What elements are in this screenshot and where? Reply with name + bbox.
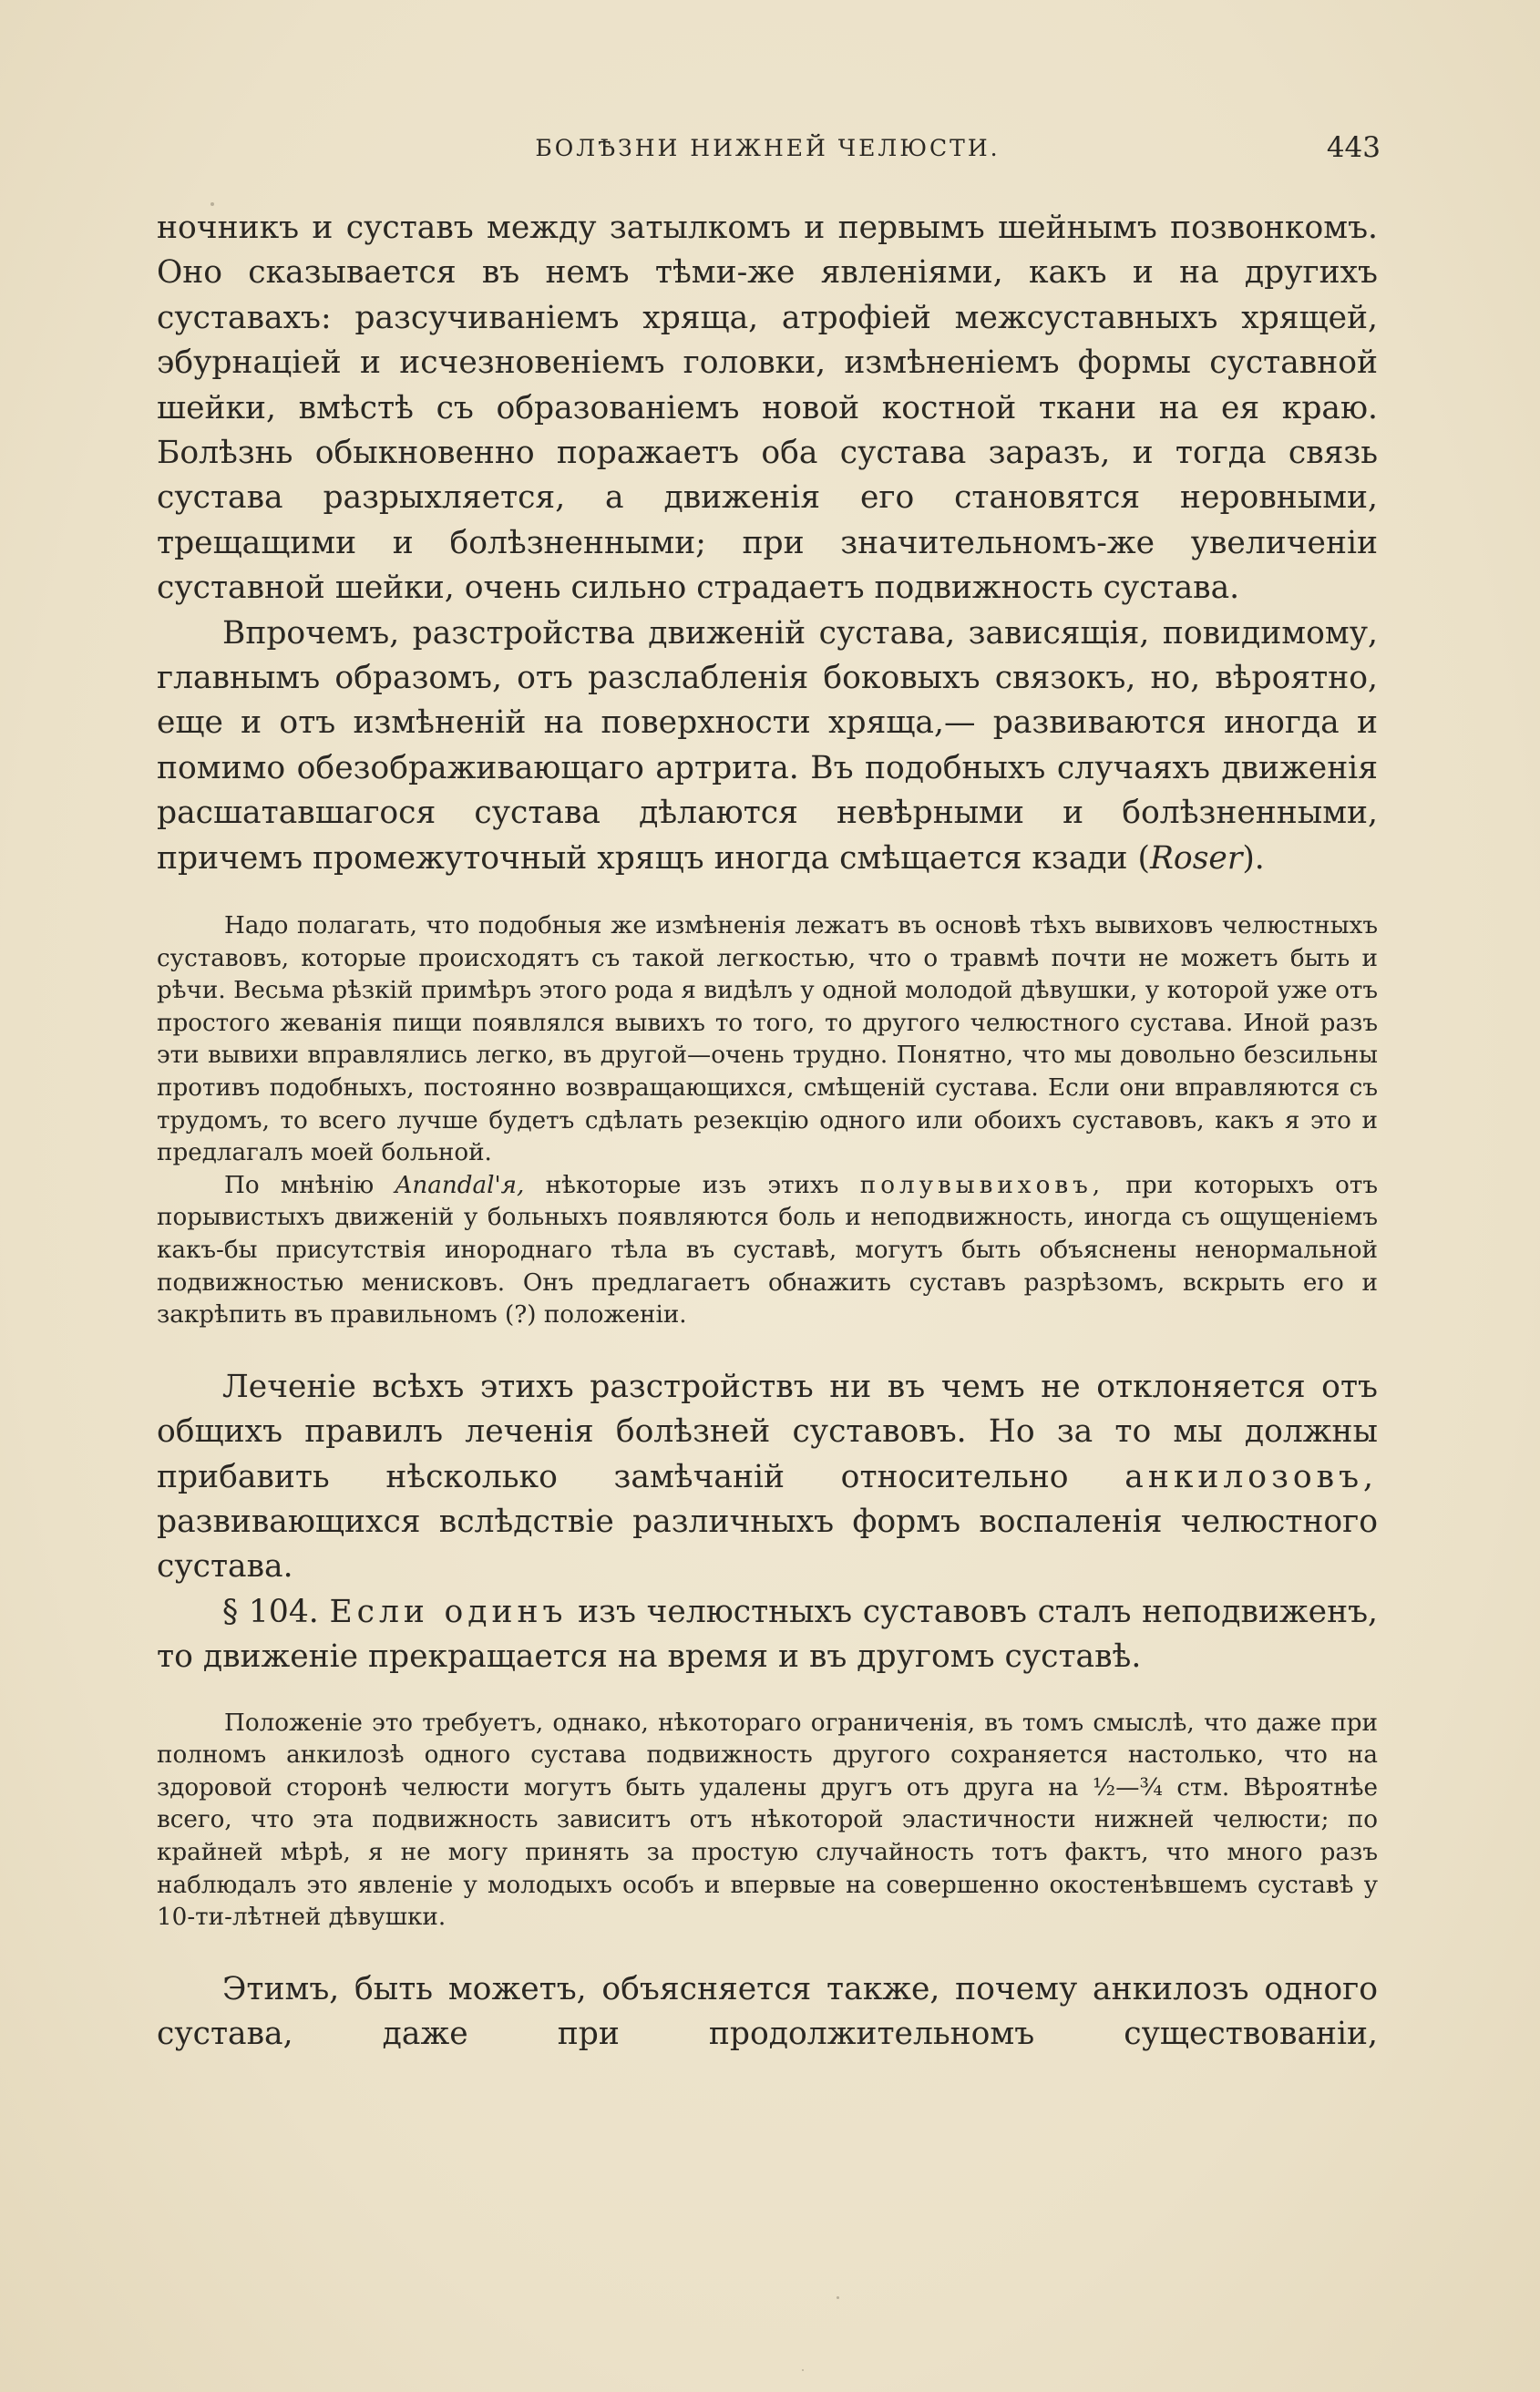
paragraph-3-text-a: Леченіе всѣхъ этихъ разстройствъ ни въ чемъ не отклоняется отъ общихъ правилъ леченія болѣзней суставовъ. Но за то мы должны прибавить нѣсколько замѣчаній относительно [157,1368,1378,1495]
section-104 [157,1590,1378,1680]
paragraph-ankylosis-continues [157,1967,1378,2058]
paragraph-3-text-b: развивающихся вслѣдствіе различныхъ формъ воспаленія челюстного сустава. [157,1504,1378,1586]
small-print-note-anandale [157,1170,1378,1332]
section-lead-words: Если одинъ [329,1593,568,1630]
paragraph-treatment [157,1365,1378,1590]
running-title: БОЛѢЗНИ НИЖНЕЙ ЧЕЛЮСТИ. [535,135,1001,161]
small-print-note-dislocations [157,910,1378,1170]
author-roser: Roser [1149,839,1243,877]
note-2-text-a: По мнѣнію [224,1171,395,1199]
small-print-note-mobility [157,1708,1378,1935]
spacer [157,881,1378,910]
page-header [155,128,1381,173]
term-subluxations: полувывиховъ, [859,1171,1105,1199]
paragraph-2-text: Впрочемъ, разстройства движеній сустава, зависящія, повидимому, главнымъ образомъ, отъ разслабленія боковыхъ связокъ, но, вѣроятно, еще и отъ измѣненій на поверхности хряща,— развиваются иногда и помимо обезображивающаго артрита. Въ подобныхъ случаяхъ движенія расшатавшагося сустава дѣлаются невѣрными и болѣзненными, причемъ промежуточный хрящъ иногда смѣщается кзади ( [157,614,1378,877]
page-number: 443 [1326,131,1381,164]
paper-speck [802,2369,804,2371]
text-block [157,206,1378,2058]
section-104-text: изъ челюстныхъ суставовъ сталъ неподвиженъ, то движеніе прекращается на время и въ другомъ суставѣ. [157,1593,1378,1676]
term-ankyloses: анкилозовъ, [1124,1458,1378,1495]
note-3-text: Положеніе это требуетъ, однако, нѣкотораго ограниченія, въ томъ смыслѣ, что даже при полномъ анкилозѣ одного сустава подвижность другого сохраняется настолько, что на здоровой сторонѣ челюсти могутъ быть удалены другъ отъ друга на ½—¾ стм. Вѣроятнѣе всего, что эта подвижность зависитъ отъ нѣкоторой эластичности нижней челюсти; по крайней мѣрѣ, я не могу принять за простую случайность тотъ фактъ, что много разъ наблюдалъ это явленіе у молодыхъ особъ и впервые на совершенно окостенѣвшемъ суставѣ у 10-ти-лѣтней дѣвушки. [157,1709,1378,1932]
note-2-text-c: при которыхъ отъ порывистыхъ движеній у больныхъ появляются боль и неподвижность, иногда съ ощущеніемъ какъ-бы присутствія инороднаго тѣла въ суставѣ, могутъ быть объяснены ненормальной подвижностью менисковъ. Онъ предлагаетъ обнажить суставъ разрѣзомъ, вскрыть его и закрѣпить въ правильномъ (?) положеніи. [157,1171,1378,1329]
spacer [157,1332,1378,1365]
paper-speck [837,2296,839,2299]
paragraph-1-text: ночникъ и суставъ между затылкомъ и первымъ шейнымъ позвонкомъ. Оно сказывается въ немъ тѣми-же явленіями, какъ и на другихъ суставахъ: разсучиваніемъ хряща, атрофіей межсуставныхъ хрящей, эбурнаціей и исчезновеніемъ головки, измѣненіемъ формы суставной шейки, вмѣстѣ съ образованіемъ новой костной ткани на ея краю. Болѣзнь обыкновенно поражаетъ оба сустава заразъ, и тогда связь сустава разрыхляется, а движенія его становятся неровными, трещащими и болѣзненными; при значительномъ-же увеличеніи суставной шейки, очень сильно страдаетъ подвижность сустава. [157,210,1378,607]
paragraph-2-end: ). [1242,839,1265,877]
paper-speck [1203,1793,1206,1796]
paper-speck [210,202,214,206]
note-1-text: Надо полагать, что подобныя же измѣненія лежатъ въ основѣ тѣхъ вывиховъ челюстныхъ суставовъ, которые происходятъ съ такой легкостью, что о травмѣ почти не можетъ быть и рѣчи. Весьма рѣзкій примѣръ этого рода я видѣлъ у одной молодой дѣвушки, у которой уже отъ простого жеванія пищи появлялся вывихъ то того, то другого челюстного сустава. Иной разъ эти вывихи вправлялись легко, въ другой—очень трудно. Понятно, что мы довольно безсильны противъ подобныхъ, постоянно возвращающихся, смѣщеній сустава. Если они вправляются съ трудомъ, то всего лучше будетъ сдѣлать резекцію одного или обоихъ суставовъ, какъ я это и предлагалъ моей больной. [157,912,1378,1167]
section-number: § 104. [222,1593,319,1630]
spacer [157,1935,1378,1967]
paragraph-continuation [157,206,1378,611]
spacer [157,1680,1378,1708]
paragraph-5-text: Этимъ, быть можетъ, объясняется также, почему анкилозъ одного сустава, даже при продолжительномъ существованіи, [157,1970,1378,2053]
author-anandale: Anandal'я, [395,1171,525,1199]
note-2-text-b: нѣкоторые изъ этихъ [524,1171,860,1199]
paragraph-disorders [157,611,1378,881]
